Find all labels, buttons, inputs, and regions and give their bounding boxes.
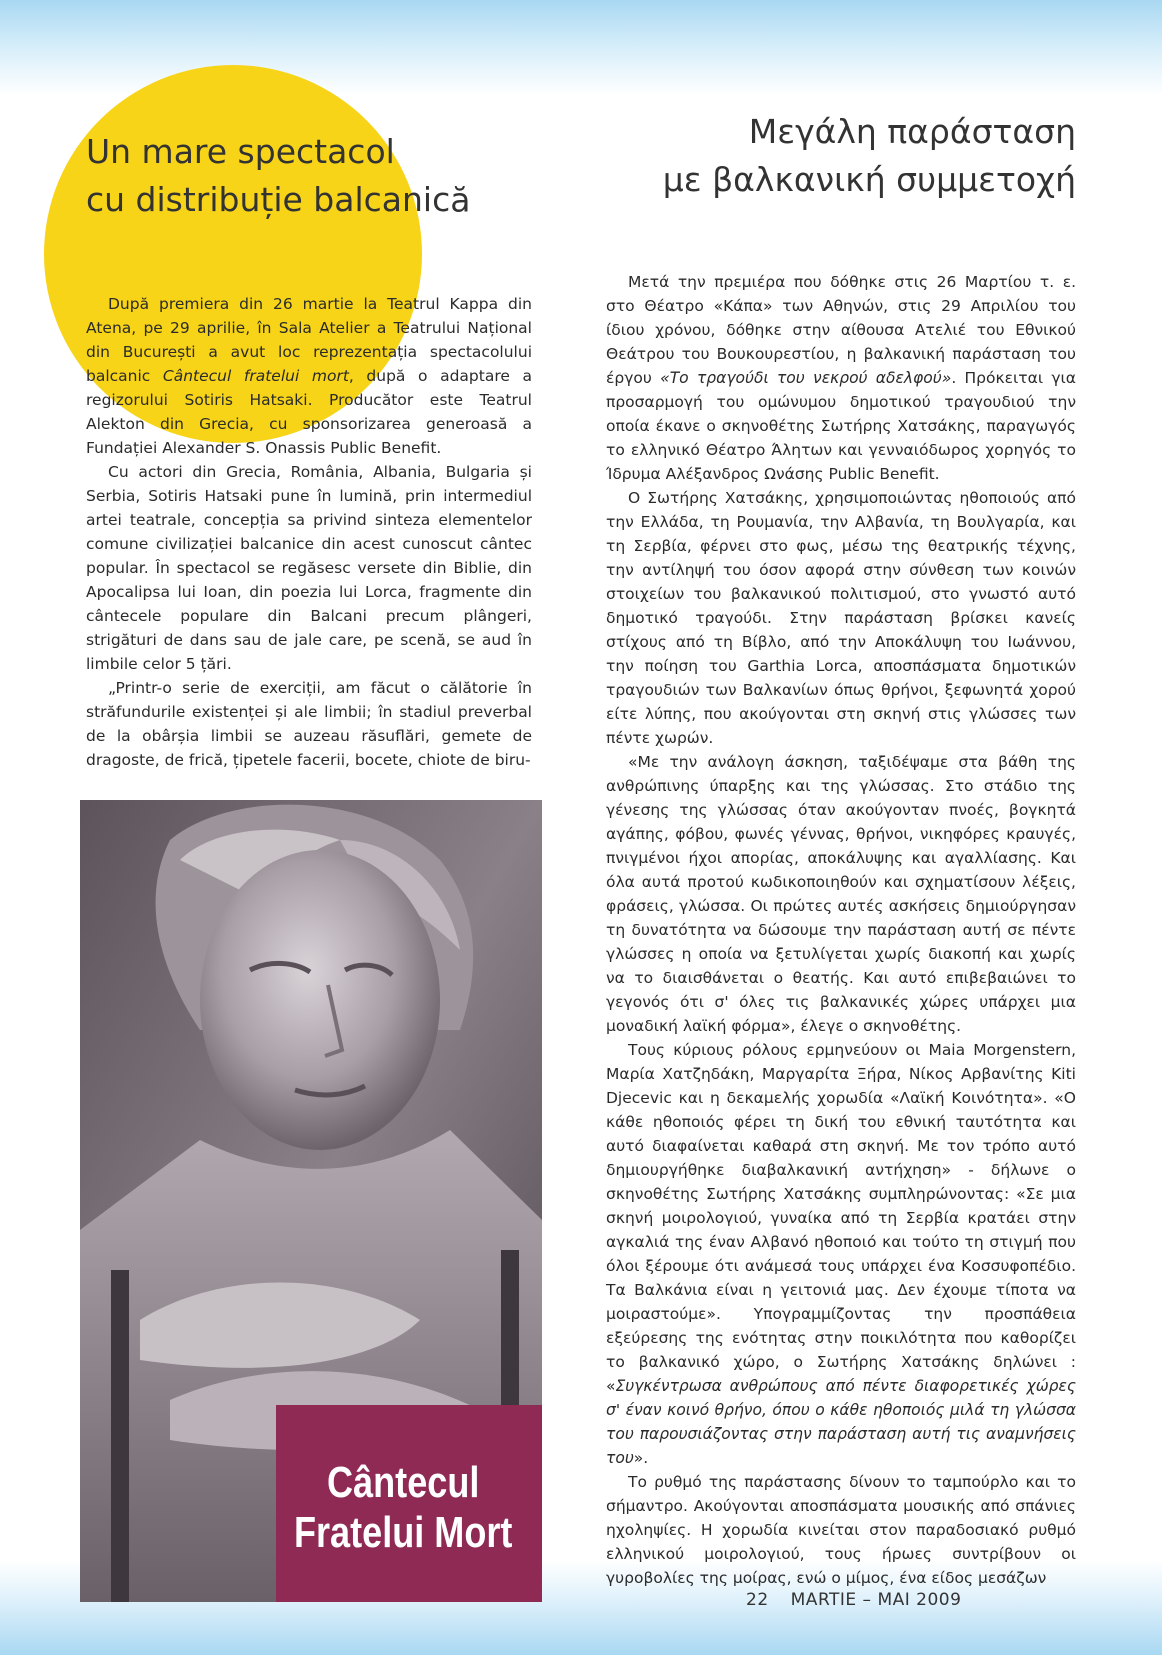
paragraph: După premiera din 26 martie la Teatrul Kappa din Atena, pe 29 aprilie, în Sala Atelier a Teatrului Național din București a avut loc reprezentația spectacolului balcanic Cântecul fratelui mort, după o adaptare a regizorului Sotiris Hatsaki. Producător este Teatrul Alekton din Grecia, cu sponsorizarea generoasă a Fundației Alexander S. Onassis Public Benefit. bbox=[86, 295, 532, 457]
paragraph: „Printr-o serie de exerciții, am făcut o călătorie în străfundurile existenței și ale limbii; în stadiul preverbal de la obârșia limbii se auzeau răsuflări, gemete de dragoste, de frică, țipetele facerii, bocete, chiote de biru- bbox=[86, 679, 532, 769]
paragraph: Μετά την πρεμιέρα που δόθηκε στις 26 Μαρτίου τ. ε. στο Θέατρο «Κάπα» των Αθηνών, στις 29 Απριλίου του ίδιου χρόνου, δόθηκε στην αίθουσα Ατελιέ του Εθνικού Θεάτρου του Βουκουρεστίου, η βαλκανική παράσταση του έργου «Το τραγούδι του νεκρού αδελφού». Πρόκειται για προσαρμογή του ομώνυμου δημοτικού τραγουδιού την οποία έκανε ο σκηνοθέτης Σωτήρης Χατσάκης, παραγωγός το ελληνικό Θέατρο Άλητων και γενναιόδωρος χορηγός το Ίδρυμα Αλέξανδρος Ωνάσης Public Benefit. bbox=[606, 273, 1076, 483]
play-poster bbox=[80, 800, 542, 1602]
poster-title: Cântecul Fratelui Mort bbox=[293, 1458, 512, 1557]
title-romanian: Un mare spectacol cu distribuție balcanică bbox=[86, 132, 471, 219]
paragraph: Ο Σωτήρης Χατσάκης, χρησιμοποιώντας ηθοποιούς από την Ελλάδα, τη Ρουμανία, την Αλβανία, τη Βουλγαρία, και τη Σερβία, φέρνει στο φως, μέσω της θεατρικής τέχνης, την αντίληψή του όσον αφορά στην σύνθεση των κοινών στοιχείων του βαλκανικού πολιτισμού, στο γνωστό αυτό δημοτικό τραγούδι. Στην παράσταση βρίσκει κανείς στίχους από τη Βίβλο, από την Αποκάλυψη του Ιωάννου, την ποίηση του Garthia Lorca, αποσπάσματα δημοτικών τραγουδιών των Βαλκανίων όπως θρήνοι, ξεφωνητά χορού είτε λύπης, που ακούγονται στη σκηνή στις γλώσσες των πέντε χωρών. bbox=[606, 489, 1076, 747]
page-number: 22 bbox=[746, 1590, 769, 1610]
paragraph: Το ρυθμό της παράστασης δίνουν το ταμπούρλο και το σήμαντρο. Ακούγονται αποσπάσματα μουσικής από σπάνιες ηχοληψίες. Η χορωδία κινείται στον παραδοσιακό ρυθμό ελληνικού μοιρολογιού, τους ήρωες συντρίβουν οι γυροβολίες της μοίρας, ενώ ο μίμος, ένα είδος μεσάζων bbox=[606, 1473, 1076, 1587]
romanian-article-column bbox=[86, 292, 532, 772]
greek-article-column bbox=[606, 270, 1076, 1590]
paragraph: «Με την ανάλογη άσκηση, ταξιδέψαμε στα βάθη της ανθρώπινης ύπαρξης και της γλώσσας. Στο στάδιο της γένεσης της γλώσσας όταν ακούγονταν πνοές, βογκητά αγάπης, φόβου, φωνές γέννας, θρήνοι, νικηφόρες κραυγές, πνιγμένοι ήχοι απορίας, αποκάλυψης και αγαλλίασης. Και όλα αυτά προτού κωδικοποιηθούν και σχηματίσουν λέξεις, φράσεις, γλώσσα. Οι πρώτες αυτές ασκήσεις δημιούργησαν τη δυνατότητα να δώσουμε την παράσταση αυτή σε πέντε γλώσσες η οποία να ξετυλίγεται χωρίς διακοπή και χωρίς να το διαισθάνεται ο θεατής. Και αυτό επιβεβαιώνει το γεγονός ότι σ' όλες τις βαλκανικές χώρες υπάρχει μια μοναδική λαϊκή φόρμα», έλεγε ο σκηνοθέτης. bbox=[606, 753, 1076, 1035]
paragraph: Τους κύριους ρόλους ερμηνεύουν οι Maia Morgenstern, Μαρία Χατζηδάκη, Μαργαρίτα Ξήρα, Νίκος Αρβανίτης Kiti Djecevic και η δεκαμελής χορωδία «Λαϊκή Κοινότητα». «Ο κάθε ηθοποιός φέρει τη δική του εθνική ταυτότητα και αυτό διαφαίνεται καθαρά στη σκηνή. Με τον τρόπο αυτό δημιουργήθηκε διαβαλκανική αντήχηση» - δήλωνε ο σκηνοθέτης Σωτήρης Χατσάκης συμπληρώνοντας: «Σε μια σκηνή μοιρολογιού, γυναίκα από τη Σερβία κρατάει στην αγκαλιά της έναν Αλβανό ηθοποιό και τούτο τη στιγμή που όλοι ξέρουμε ότι ανάμεσά τους υπάρχει ένα Κοσσυφοπέδιο. Τα Βαλκάνια είναι η γειτονιά μας. Δεν έχουμε τίποτα να μοιραστούμε». Υπογραμμίζοντας την προσπάθεια εξεύρεσης της ενότητας στην ποικιλότητα που καθορίζει το βαλκανικό χώρο, ο Σωτήρης Χατσάκης δηλώνει : «Συγκέντρωσα ανθρώπους από πέντε διαφορετικές χώρες σ' έναν κοινό θρήνο, όπου ο κάθε ηθοποιός μιλά τη γλώσσα του παρουσιάζοντας στην παράσταση αυτή τις αναμνήσεις του». bbox=[606, 1041, 1076, 1467]
issue-date: MARTIE – MAI 2009 bbox=[790, 1590, 962, 1610]
paragraph: Cu actori din Grecia, România, Albania, Bulgaria și Serbia, Sotiris Hatsaki pune în lumină, prin intermediul artei teatrale, concepția sa privind sinteza elementelor comune civilizației balcanice din acest cunoscut cântec popular. În spectacol se regăsesc versete din Biblie, din Apocalipsa lui Ioan, din poezia lui Lorca, fragmente din cântecele populare din Balcani precum plângeri, strigături de dans sau de jale care, pe scenă, se aud în limbile celor 5 țări. bbox=[86, 463, 532, 673]
title-greek: Μεγάλη παράσταση με βαλκανική συμμετοχή bbox=[662, 112, 1076, 199]
page-footer bbox=[746, 1590, 961, 1610]
